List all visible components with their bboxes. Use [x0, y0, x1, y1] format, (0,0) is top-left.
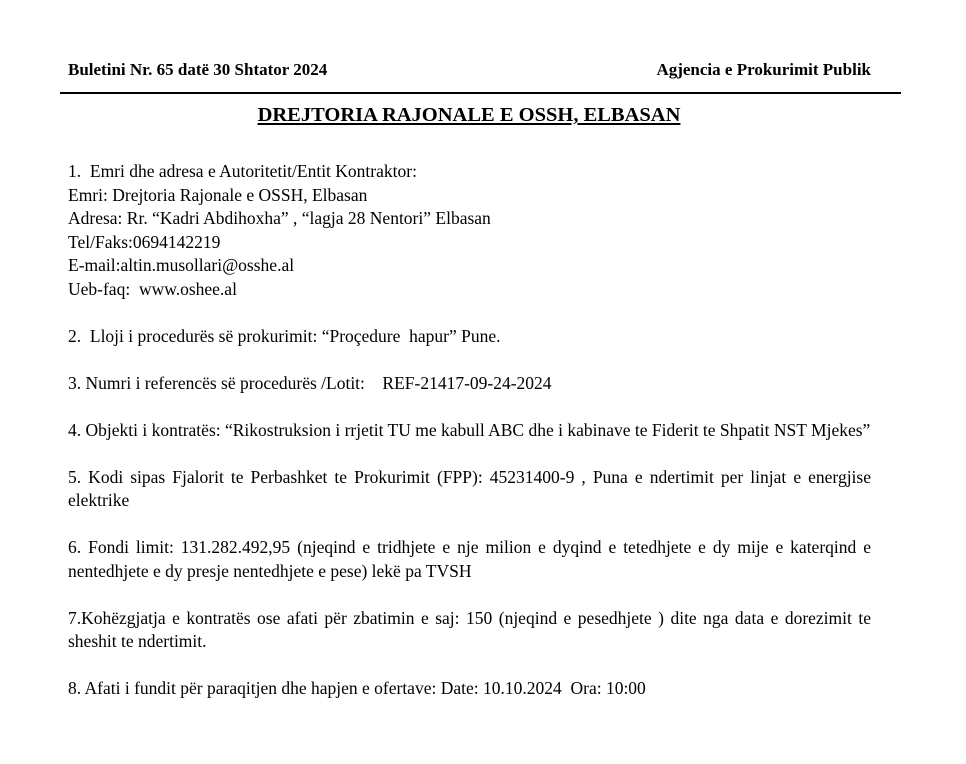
- authority-phone: Tel/Faks:0694142219: [68, 231, 221, 252]
- authority-name: Emri: Drejtoria Rajonale e OSSH, Elbasan: [68, 184, 368, 205]
- section-8-deadline: 8. Afati i fundit për paraqitjen dhe hapjen e ofertave: Date: 10.10.2024 Ora: 10:00: [68, 678, 646, 698]
- header-divider: [60, 92, 901, 94]
- page-title: DREJTORIA RAJONALE E OSSH, ELBASAN: [257, 104, 681, 126]
- publisher-name: Agjencia e Prokurimit Publik: [656, 60, 871, 79]
- section-6-budget-limit: 6. Fondi limit: 131.282.492,95 (njeqind e tridhjete e nje milion e dyqind e tetedhjete e dy mije e katerqind e nentedhjete e dy presje nentedhjete e pese) lekë pa TVSH: [68, 537, 871, 581]
- section-2-procedure-type: 2. Lloji i procedurës së prokurimit: “Proçedure hapur” Pune.: [68, 325, 501, 346]
- section-4-contract-object: 4. Objekti i kontratës: “Rikostruksion i rrjetit TU me kabull ABC dhe i kabinave te Fiderit te Shpatit NST Mjekes”: [68, 419, 871, 440]
- notice-body: [68, 160, 871, 701]
- bulletin-issue: Buletini Nr. 65 datë 30 Shtator 2024: [68, 60, 328, 79]
- authority-website: Ueb-faq: www.oshee.al: [68, 278, 237, 299]
- section-7-contract-duration: 7.Kohëzgjatja e kontratës ose afati për zbatimin e saj: 150 (njeqind e pesedhjete ) dite nga data e dorezimit te sheshit te ndertimit.: [68, 607, 871, 651]
- authority-address: Adresa: Rr. “Kadri Abdihoxha” , “lagja 28 Nentori” Elbasan: [68, 208, 491, 228]
- section-5-cpv-code: 5. Kodi sipas Fjalorit te Perbashket te Prokurimit (FPP): 45231400-9 , Puna e ndertimit per linjat e energjise elektrike: [68, 466, 871, 510]
- section-3-reference-number: 3. Numri i referencës së procedurës /Lotit: REF-21417-09-24-2024: [68, 372, 552, 393]
- section-1: [68, 160, 871, 301]
- section-1-heading: 1. Emri dhe adresa e Autoritetit/Entit Kontraktor:: [68, 161, 417, 181]
- authority-email: E-mail:altin.musollari@osshe.al: [68, 255, 295, 275]
